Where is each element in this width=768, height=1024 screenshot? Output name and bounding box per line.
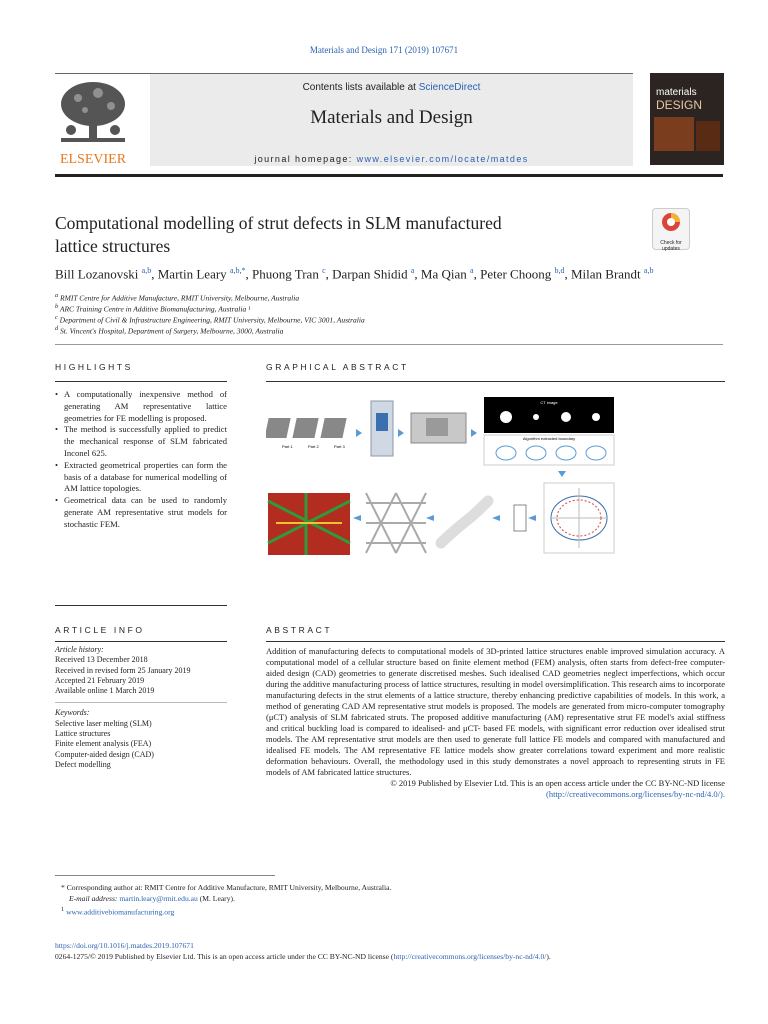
crossmark-icon (653, 209, 689, 235)
contents-line (150, 82, 633, 93)
journal-cover[interactable] (650, 73, 724, 165)
arrow-icon (471, 429, 477, 437)
footnote-rule (55, 875, 275, 876)
info-divider (55, 702, 227, 703)
affiliation-a: $^a$ RMIT Centre for Additive Manufacture, RMIT University, Melbourne, Australia (55, 292, 300, 303)
graphical-abstract-heading: GRAPHICAL ABSTRACT (266, 362, 409, 372)
keyword: Selective laser melting (SLM) (55, 718, 152, 728)
article-info-rule (55, 641, 227, 642)
keyword: Finite element analysis (FEA) (55, 739, 152, 749)
arrow-icon (353, 515, 361, 521)
elsevier-wordmark: ELSEVIER (59, 152, 127, 166)
abstract-rule (266, 641, 725, 642)
article-info (55, 645, 227, 770)
author-name[interactable]: Martin Leary (157, 266, 227, 282)
issn-license-link[interactable]: http://creativecommons.org/licenses/by-nc-nd/4.0/ (393, 952, 547, 961)
highlights-bottom-rule (55, 605, 227, 606)
highlight-item: • Geometrical data can be used to randomly generate AM representative strut models for stochastic FEM. (55, 495, 227, 530)
author-name[interactable]: Ma Qian (420, 266, 467, 282)
article-title (55, 212, 615, 258)
contents-prefix: Contents lists available at (302, 82, 419, 93)
corresponding-author-note: * Corresponding author at: RMIT Centre for Additive Manufacture, RMIT University, Melbourne, Australia. (61, 883, 392, 892)
affiliation-b: $^b$ ARC Training Centre in Additive Biomanufacturing, Australia ¹ (55, 303, 251, 314)
highlights-heading: HIGHLIGHTS (55, 362, 133, 372)
author-list: Bill Lozanovski $^{a,b}$, Martin Leary $^{a,b,*}$, Phuong Tran $^c$, Darpan Shidid $^a$, Ma Qian $^a$, Peter Choong $^{b,d}$, Milan Brandt $^{a,b}$ (55, 266, 654, 282)
abstract-text: Addition of manufacturing defects to computational models of 3D-printed lattice structures enable improved simulation accuracy. A computational model of a cellular structure based on finite element method (FEM) analysis, often starts from defect-free computer-aided design (CAD) geometries to generate discretised meshes. Such idealised CAD geometries neglect imperfections, which occur during the additive manufacturing process of lattice structures, resulting in model oversimplification. This research aims to incorporate manufacturing defects in the strut elements of a lattice structure, thereby enhancing predictive capabilities of models. In this work, a method of generating CAD AM representative strut models is proposed. The models are generated from micro-computer tomography (μCT) analysis of SLM fabricated struts. The proposed additive manufacturing (AM) representative strut FE model's axial stiffness and critical buckling load is compared to idealised- and μCT- based FE models, with significant error reduction over idealised strut models. The AM representative strut models are then used to generate full lattice FE models and compared with manufactured and idealised FE models. The AM representative FE lattice models show greater correlations toward experiment and more realistic deformation behaviours. Overall, the methodology used in this study demonstrates a novel approach to representing struts in FE models of AM fabricated lattice structures. (266, 646, 725, 777)
homepage-link[interactable]: www.elsevier.com/locate/matdes (356, 154, 529, 164)
keyword: Lattice structures (55, 729, 111, 739)
doi-link[interactable]: https://doi.org/10.1016/j.matdes.2019.107671 (55, 941, 194, 950)
footnote-1: $^1$ www.additivebiomanufacturing.org (61, 906, 175, 917)
journal-reference[interactable]: Materials and Design 171 (2019) 107671 (309, 45, 459, 55)
ct-image-label: CT image (540, 400, 558, 405)
highlight-item: • Extracted geometrical properties can form the basis of a database for numerical modelling of AM lattice topologies. (55, 460, 227, 495)
journal-title: Materials and Design (310, 107, 473, 128)
divider-top (55, 344, 723, 345)
email-link[interactable]: martin.leary@rmit.edu.au (119, 894, 198, 903)
author-name[interactable]: Peter Choong (480, 266, 552, 282)
keyword: Defect modelling (55, 759, 111, 769)
history-label: Article history: (55, 645, 104, 654)
keywords-label: Keywords: (55, 708, 90, 718)
am-strut-model (441, 501, 488, 543)
author-name[interactable]: Milan Brandt (570, 266, 641, 282)
journal-homepage (150, 154, 633, 164)
highlight-item: • The method is successfully applied to predict the mechanical response of SLM fabricated Inconel 625. (55, 424, 227, 459)
author-affiliation-mark[interactable]: a,b (141, 266, 152, 275)
crossmark-label: Check for updates (660, 240, 682, 252)
website-link[interactable]: www.additivebiomanufacturing.org (66, 907, 175, 917)
elsevier-logo (53, 78, 133, 166)
article-info-heading: ARTICLE INFO (55, 625, 145, 635)
part2-label: Part 2 (308, 444, 319, 449)
part3-label: Part 3 (334, 444, 345, 449)
keyword: Computer-aided design (CAD) (55, 749, 154, 759)
highlights-rule (55, 381, 227, 382)
title-line-1: Computational modelling of strut defects in SLM manufactured (55, 213, 502, 233)
arrow-icon (492, 515, 500, 521)
header-bottom-rule (55, 174, 723, 177)
arrow-down-icon (558, 471, 566, 477)
arrow-icon (398, 429, 404, 437)
bottom-info (55, 940, 745, 962)
copyright-line: © 2019 Published by Elsevier Ltd. This is an open access article under the CC BY-NC-ND license (390, 778, 725, 788)
abstract-heading: ABSTRACT (266, 625, 333, 635)
author-affiliation-mark[interactable]: a (410, 266, 415, 275)
affiliation-c: $^c$ Department of Civil & Infrastructure Engineering, RMIT University, Melbourne, VIC 3001, Australia (55, 314, 365, 325)
check-for-updates-badge[interactable] (652, 208, 690, 250)
author-name[interactable]: Darpan Shidid (332, 266, 408, 282)
graphical-abstract-figure (266, 393, 616, 558)
issn-line: 0264-1275/© 2019 Published by Elsevier Ltd. This is an open access article under the CC BY-NC-ND license (http://creativecommons.org/licenses/by-nc-nd/4.0/). (55, 952, 551, 961)
license-link[interactable]: (http://creativecommons.org/licenses/by-nc-nd/4.0/). (545, 789, 725, 799)
highlight-item: • A computationally inexpensive method of generating AM representative lattice geometries for FE modelling is proposed. (55, 389, 227, 424)
graphical-abstract-rule (266, 381, 725, 382)
title-line-2: lattice structures (55, 236, 171, 256)
highlights-list (55, 389, 227, 531)
author-affiliation-mark[interactable]: a (470, 266, 474, 275)
affiliation-d: $^d$ St. Vincent's Hospital, Department of Surgery, Melbourne, 3000, Australia (55, 325, 284, 336)
history-online: Available online 1 March 2019 (55, 686, 155, 696)
email-note: E-mail address: martin.leary@rmit.edu.au (M. Leary). (69, 894, 235, 903)
boundary-label: Algorithm extracted boundary (522, 436, 576, 441)
author-affiliation-mark[interactable]: c (322, 266, 326, 275)
lattice-parts (266, 418, 347, 449)
author-affiliation-mark[interactable]: a,b,* (229, 266, 246, 275)
cover-image-2 (696, 121, 720, 151)
history-received: Received 13 December 2018 (55, 655, 148, 665)
homepage-prefix: journal homepage: (254, 154, 357, 164)
author-name[interactable]: Phuong Tran (252, 266, 319, 282)
strut-slice (514, 505, 526, 531)
abstract (266, 646, 725, 800)
arrow-icon (528, 515, 536, 521)
history-revised: Received in revised form 25 January 2019 (55, 665, 191, 675)
cover-title-2: DESIGN (656, 98, 703, 112)
part1-label: Part 1 (282, 444, 293, 449)
arrow-icon (426, 515, 434, 521)
lattice-fe-model (366, 493, 426, 553)
cover-image (654, 117, 694, 151)
cover-title-1: materials (656, 87, 697, 98)
author-affiliation-mark[interactable]: b,d (554, 266, 565, 275)
arrow-icon (356, 429, 362, 437)
author-name[interactable]: Bill Lozanovski (55, 266, 139, 282)
history-accepted: Accepted 21 February 2019 (55, 675, 145, 685)
author-affiliation-mark[interactable]: a,b (643, 266, 654, 275)
footnotes (55, 882, 655, 918)
sciencedirect-link[interactable]: ScienceDirect (418, 82, 481, 93)
